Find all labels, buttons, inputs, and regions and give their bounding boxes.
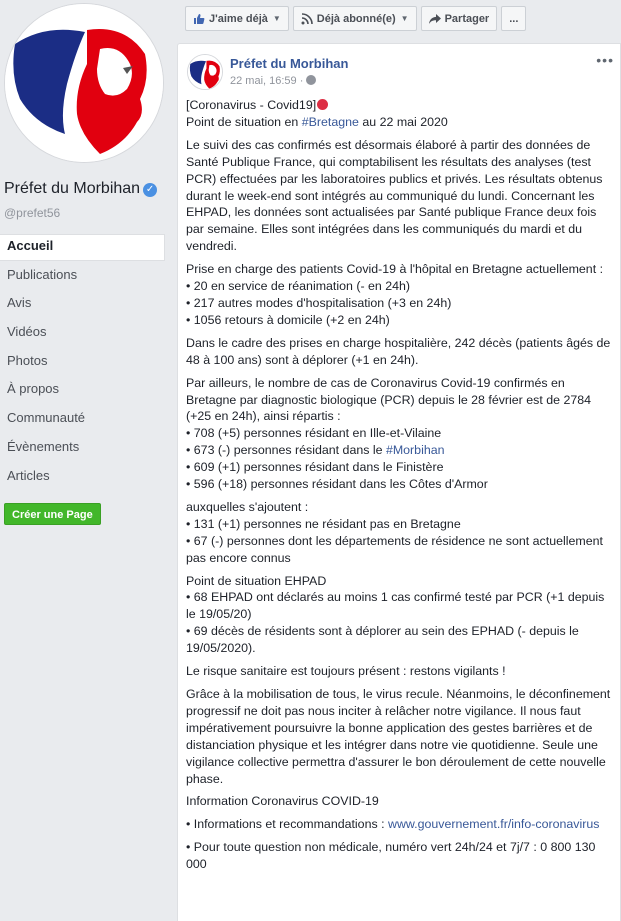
nav-item-communaute[interactable]: Communauté <box>7 410 86 426</box>
post-body <box>186 97 614 879</box>
page-action-bar <box>185 6 530 32</box>
nav-item-accueil[interactable]: Accueil <box>0 234 165 261</box>
list-item: • 69 décès de résidents sont à déplorer au sein des EPHAD (- depuis le 19/05/2020). <box>186 624 579 656</box>
info-link-label: • Informations et recommandations : <box>186 817 388 832</box>
paragraph-cases-intro: Par ailleurs, le nombre de cas de Coronavirus Covid-19 confirmés en Bretagne par diagnostic biologique (PCR) depuis le 28 février est de 2784 (+25 en 24h), ainsi répartis : <box>186 375 592 424</box>
post-title: [Coronavirus - Covid19] <box>186 98 317 112</box>
list-item: • 1056 retours à domicile (+2 en 24h) <box>186 312 390 327</box>
paragraph-hotline: • Pour toute question non médicale, numéro vert 24h/24 et 7j/7 : 0 800 130 000 <box>186 840 596 872</box>
follow-button-label: Déjà abonné(e) <box>316 12 396 25</box>
page-handle[interactable]: @prefet56 <box>4 206 61 220</box>
nav-item-evenements[interactable]: Évènements <box>7 438 80 454</box>
share-button-label: Partager <box>444 12 490 25</box>
post-title-line <box>186 97 614 114</box>
chevron-down-icon: ▼ <box>400 14 409 23</box>
post-author-name[interactable]: Préfet du Morbihan <box>230 56 349 71</box>
paragraph-additional-intro: auxquelles s'ajoutent : <box>186 499 309 514</box>
list-item: • 68 EHPAD ont déclarés au moins 1 cas confirmé testé par PCR (+1 depuis le 19/05/20) <box>186 590 605 622</box>
paragraph-vigilance: Le risque sanitaire est toujours présent : restons vigilants ! <box>186 664 506 679</box>
more-options-button[interactable] <box>501 6 526 31</box>
nav-item-a-propos[interactable]: À propos <box>7 381 60 397</box>
nav-item-publications[interactable]: Publications <box>7 266 78 282</box>
left-column <box>0 0 171 921</box>
list-item: • 609 (+1) personnes résidant dans le Finistère <box>186 460 444 475</box>
list-item: • 596 (+18) personnes résidant dans les Côtes d'Armor <box>186 477 488 492</box>
post-timestamp[interactable] <box>230 75 316 87</box>
list-item: • 217 autres modes d'hospitalisation (+3 en 24h) <box>186 295 452 310</box>
list-item: • 708 (+5) personnes résidant en Ille-et-Vilaine <box>186 426 442 441</box>
create-page-button[interactable]: Créer une Page <box>4 503 101 525</box>
hashtag-morbihan-link[interactable]: #Morbihan <box>385 443 445 458</box>
post-subtitle-date: au 22 mai 2020 <box>358 114 448 129</box>
post-options-icon[interactable]: ••• <box>596 52 614 68</box>
rss-icon <box>301 13 313 25</box>
marianne-logo-icon <box>5 4 164 163</box>
page-nav <box>0 234 165 492</box>
marianne-logo-icon <box>188 55 223 90</box>
page-profile-picture[interactable] <box>4 3 164 163</box>
like-button[interactable] <box>185 6 289 31</box>
list-item: • 131 (+1) personnes ne résidant pas en Bretagne <box>186 516 461 531</box>
nav-item-videos[interactable]: Vidéos <box>7 324 47 340</box>
thumbs-up-icon <box>193 13 205 25</box>
like-button-label: J'aime déjà <box>209 12 268 25</box>
share-arrow-icon <box>429 13 441 25</box>
paragraph-hospital-intro: Prise en charge des patients Covid-19 à l'hôpital en Bretagne actuellement : <box>186 262 604 277</box>
post-author-avatar[interactable] <box>187 54 223 90</box>
list-item-text: • 673 (-) personnes résidant dans le <box>186 443 386 458</box>
gouvernement-info-link[interactable]: www.gouvernement.fr/info-coronavirus <box>388 817 600 832</box>
page-name-text[interactable]: Préfet du Morbihan <box>4 180 141 197</box>
post-subtitle <box>186 114 614 131</box>
share-button[interactable] <box>421 6 498 31</box>
paragraph-methodology: Le suivi des cas confirmés est désormais élaboré à partir des données de Santé Publique France, qui comptabilisent les résultats des analyses (test PCR) effectuées par les laboratoires publics et privés. Les résultats obtenus durant le week-end sont intégrés au communiqué du lundi. Concernant les EHPAD, les données sont actualisées par Santé publique France deux fois par semaine. Elles sont intégrées dans les communiqués du mardi et du vendredi. <box>186 137 603 254</box>
more-options-label: ... <box>509 12 519 25</box>
list-item: • 20 en service de réanimation (- en 24h) <box>186 279 411 294</box>
chevron-down-icon: ▼ <box>272 14 281 23</box>
paragraph-deconfinement: Grâce à la mobilisation de tous, le virus recule. Néanmoins, le déconfinement progressif ne doit pas nous inciter à relâcher notre vigilance. Il nous faut impérativement poursuivre la bonne application des gestes barrières et de distanciation physique et les intégrer dans notre vie quotidienne. Seule une vigilance collective permettra d'assurer le bon déroulement de cette nouvelle phase. <box>186 687 611 786</box>
paragraph-deaths: Dans le cadre des prises en charge hospitalière, 242 décès (patients âgés de 48 à 100 ans) sont à déplorer (+1 en 24h). <box>186 335 611 367</box>
paragraph-ehpad-title: Point de situation EHPAD <box>186 573 327 588</box>
nav-item-photos[interactable]: Photos <box>7 352 48 368</box>
follow-button[interactable] <box>293 6 417 31</box>
list-item: • 67 (-) personnes dont les départements de résidence ne sont actuellement pas encore connus <box>186 533 603 565</box>
page-title[interactable] <box>4 180 157 198</box>
list-item <box>186 442 614 459</box>
verified-badge-icon: ✓ <box>143 183 157 197</box>
nav-item-articles[interactable]: Articles <box>7 467 50 483</box>
red-circle-emoji-icon <box>317 99 328 110</box>
paragraph-info-title: Information Coronavirus COVID-19 <box>186 794 379 809</box>
post-card <box>177 43 621 921</box>
nav-item-avis[interactable]: Avis <box>7 295 32 311</box>
post-subtitle-text: Point de situation en <box>186 114 302 129</box>
post-date[interactable]: 22 mai, 16:59 · <box>230 75 304 87</box>
hashtag-bretagne-link[interactable]: #Bretagne <box>301 114 359 129</box>
paragraph-info-link <box>186 816 614 833</box>
globe-icon <box>306 75 316 85</box>
